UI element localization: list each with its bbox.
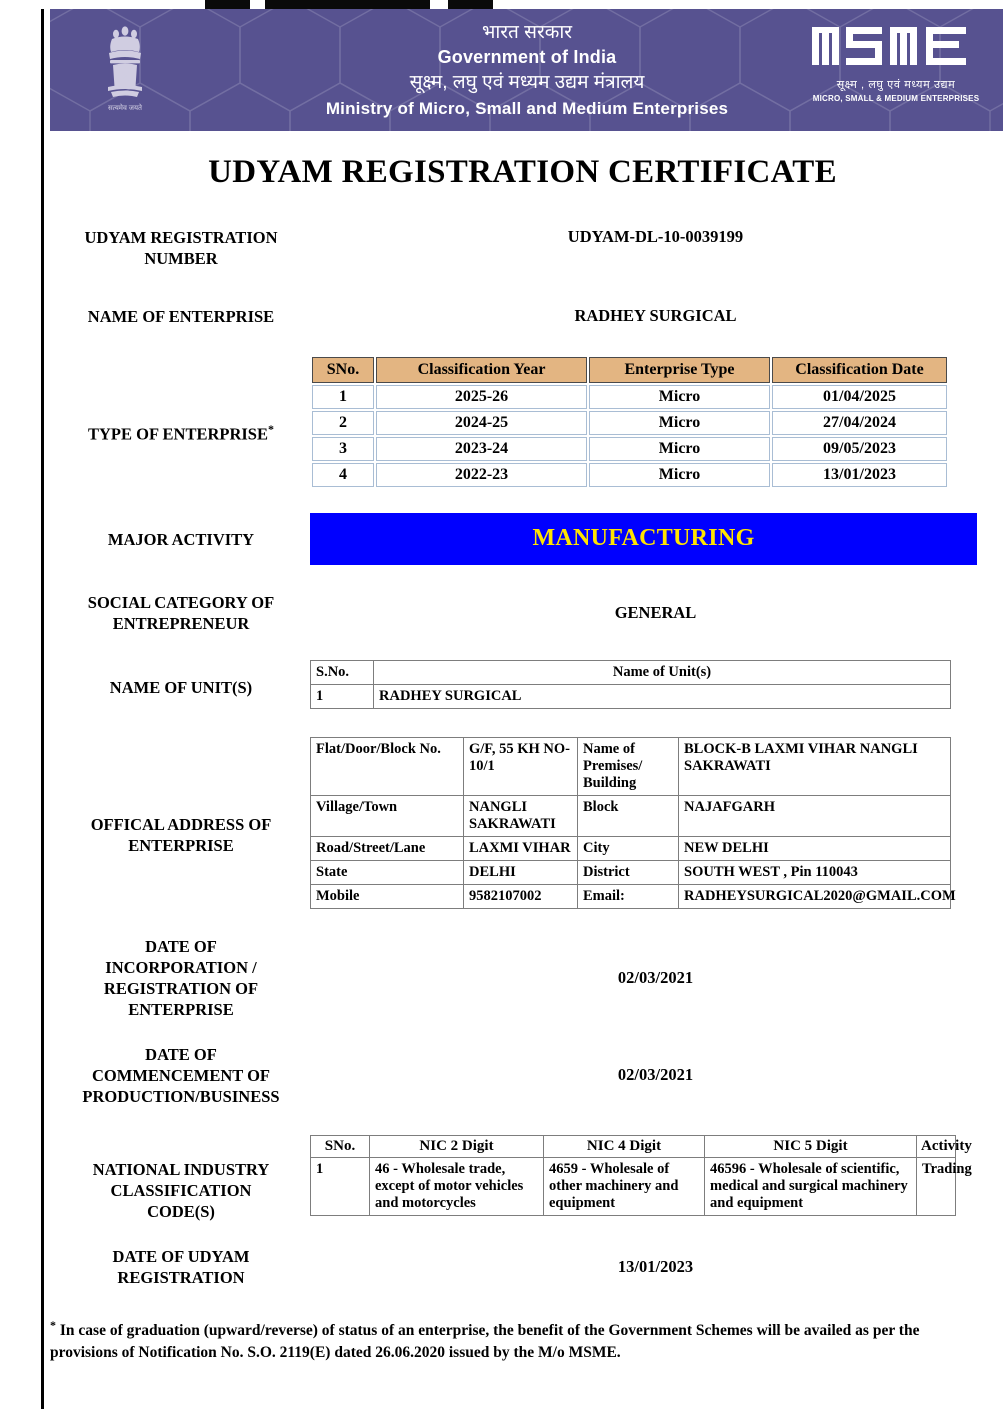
col-enterprise-type: Enterprise Type (589, 357, 770, 383)
date-incorporation-row (44, 936, 1001, 1020)
addr-label-mobile: Mobile (311, 885, 464, 909)
footnote (44, 1314, 1001, 1364)
date-udyam-registration-label: DATE OF UDYAM REGISTRATION (112, 1247, 250, 1287)
date-commencement-value: 02/03/2021 (617, 1065, 694, 1084)
cell-year: 2022-23 (376, 463, 587, 487)
address-table (310, 737, 956, 909)
table-row (312, 385, 947, 409)
svg-text:सत्यमेव जयते: सत्यमेव जयते (107, 105, 143, 112)
table-row (311, 885, 951, 909)
page-title: UDYAM REGISTRATION CERTIFICATE (208, 154, 837, 190)
cell-unit-name: RADHEY SURGICAL (374, 685, 663, 709)
col-nic-4digit: NIC 4 Digit (544, 1136, 705, 1158)
cell-date: 09/05/2023 (772, 437, 947, 461)
cell-year: 2025-26 (376, 385, 587, 409)
date-commencement-label: DATE OF COMMENCEMENT OF PRODUCTION/BUSINESS (82, 1045, 280, 1106)
cell-unit-sno: 1 (311, 685, 374, 709)
ministry-hindi: सूक्ष्म, लघु एवं मध्यम उद्यम मंत्रालय (409, 72, 645, 93)
cell-sno: 3 (312, 437, 374, 461)
nic-table (310, 1135, 972, 1216)
table-row (312, 437, 947, 461)
addr-value-block: NAJAFGARH (679, 796, 951, 837)
social-category-value: GENERAL (614, 603, 697, 622)
cell-nic-2digit: 46 - Wholesale trade, except of motor vehicles and motorcycles (370, 1158, 544, 1216)
cell-type: Micro (589, 437, 770, 461)
table-row (312, 463, 947, 487)
table-header-row (311, 1136, 956, 1158)
date-udyam-registration-row (44, 1246, 1001, 1288)
table-header-row (311, 661, 951, 685)
name-of-units-row (44, 660, 1001, 709)
unit-table (310, 660, 951, 709)
cell-nic-5digit: 46596 - Wholesale of scientific, medical and surgical machinery and equipment (705, 1158, 917, 1216)
col-nic-sno: SNo. (311, 1136, 370, 1158)
cell-nic-sno: 1 (311, 1158, 370, 1216)
table-row (311, 685, 951, 709)
addr-value-city: NEW DELHI (679, 837, 951, 861)
col-nic-activity: Activity (917, 1136, 956, 1158)
footnote-text: In case of graduation (upward/reverse) of status of an enterprise, the benefit of the Government Schemes will be availed as per the provisions of Notification No. S.O. 2119(E) dated 26.06.2020 issued by the M/o MSME. (50, 1322, 920, 1362)
addr-label-email: Email: (578, 885, 679, 909)
certificate-page (41, 9, 1001, 1409)
ministry-english: Ministry of Micro, Small and Medium Enterprises (325, 99, 729, 118)
social-category-row (44, 592, 1001, 634)
type-of-enterprise-row (44, 355, 1001, 489)
udyam-number-value: UDYAM-DL-10-0039199 (567, 227, 744, 246)
cell-date: 01/04/2025 (772, 385, 947, 409)
enterprise-name-value: RADHEY SURGICAL (574, 306, 737, 325)
addr-value-village: NANGLI SAKRAWATI (464, 796, 578, 837)
footnote-asterisk: * (50, 1318, 56, 1332)
cell-sno: 1 (312, 385, 374, 409)
cell-year: 2023-24 (376, 437, 587, 461)
addr-value-district: SOUTH WEST , Pin 110043 (679, 861, 951, 885)
addr-value-premises: BLOCK-B LAXMI VIHAR NANGLI SAKRAWATI (679, 738, 951, 796)
enterprise-name-row (44, 306, 1001, 327)
udyam-number-row (44, 227, 1001, 269)
government-header-banner (50, 9, 1003, 131)
cell-date: 13/01/2023 (772, 463, 947, 487)
col-nic-5digit: NIC 5 Digit (705, 1136, 917, 1158)
cell-nic-4digit: 4659 - Wholesale of other machinery and equipment (544, 1158, 705, 1216)
addr-label-flat: Flat/Door/Block No. (311, 738, 464, 796)
date-udyam-registration-value: 13/01/2023 (617, 1257, 694, 1276)
type-of-enterprise-label-text: TYPE OF ENTERPRISE (87, 424, 268, 444)
social-category-label: SOCIAL CATEGORY OF ENTREPRENEUR (87, 593, 275, 633)
table-header-row (312, 357, 947, 383)
table-row (311, 861, 951, 885)
addr-label-state: State (311, 861, 464, 885)
col-sno: SNo. (312, 357, 374, 383)
type-of-enterprise-label (44, 355, 310, 445)
col-classification-date: Classification Date (772, 357, 947, 383)
name-of-units-label: NAME OF UNIT(S) (109, 678, 253, 697)
table-row (312, 411, 947, 435)
cell-type: Micro (589, 463, 770, 487)
major-activity-label: MAJOR ACTIVITY (107, 530, 255, 549)
addr-label-premises: Name of Premises/ Building (578, 738, 679, 796)
classification-table-wrap (310, 355, 949, 489)
udyam-number-label: UDYAM REGISTRATION NUMBER (84, 228, 278, 268)
cell-sno: 2 (312, 411, 374, 435)
cell-unit-spacer (662, 685, 951, 709)
date-incorporation-value: 02/03/2021 (617, 968, 694, 987)
addr-label-district: District (578, 861, 679, 885)
msme-logo-hindi: सूक्ष्म , लघु एवं मध्यम उद्यम (836, 79, 956, 91)
cell-year: 2024-25 (376, 411, 587, 435)
major-activity-row (44, 513, 1001, 565)
nic-label: NATIONAL INDUSTRY CLASSIFICATION CODE(S) (92, 1160, 270, 1221)
date-incorporation-label: DATE OF INCORPORATION / REGISTRATION OF ENTERPRISE (103, 937, 259, 1019)
cell-type: Micro (589, 411, 770, 435)
addr-label-city: City (578, 837, 679, 861)
addr-value-mobile: 9582107002 (464, 885, 578, 909)
cell-sno: 4 (312, 463, 374, 487)
table-row (311, 796, 951, 837)
official-address-label: OFFICAL ADDRESS OF ENTERPRISE (90, 815, 272, 855)
col-unit-sno: S.No. (311, 661, 374, 685)
classification-table (310, 355, 949, 489)
addr-value-flat: G/F, 55 KH NO-10/1 (464, 738, 578, 796)
addr-label-village: Village/Town (311, 796, 464, 837)
enterprise-name-label: NAME OF ENTERPRISE (87, 307, 275, 326)
col-classification-year: Classification Year (376, 357, 587, 383)
cell-date: 27/04/2024 (772, 411, 947, 435)
table-row (311, 738, 951, 796)
cell-type: Micro (589, 385, 770, 409)
msme-logo (810, 23, 982, 103)
gov-india-hindi: भारत सरकार (481, 22, 573, 43)
col-nic-2digit: NIC 2 Digit (370, 1136, 544, 1158)
col-unit-name: Name of Unit(s) (374, 661, 951, 685)
table-row (311, 837, 951, 861)
type-of-enterprise-asterisk: * (268, 422, 274, 436)
official-address-row (44, 737, 1001, 909)
capture-artifact-strip (0, 0, 1003, 9)
table-row (311, 1158, 956, 1216)
addr-label-road: Road/Street/Lane (311, 837, 464, 861)
date-commencement-row (44, 1044, 1001, 1107)
addr-value-state: DELHI (464, 861, 578, 885)
gov-india-english: Government of India (437, 47, 617, 67)
msme-wordmark-icon (810, 23, 982, 69)
cell-nic-activity: Trading (917, 1158, 956, 1216)
major-activity-banner: MANUFACTURING (310, 513, 977, 565)
addr-value-email: RADHEYSURGICAL2020@GMAIL.COM (679, 885, 951, 909)
addr-label-block: Block (578, 796, 679, 837)
msme-logo-english: MICRO, SMALL & MEDIUM ENTERPRISES (812, 94, 980, 103)
addr-value-road: LAXMI VIHAR (464, 837, 578, 861)
nic-codes-row (44, 1135, 1001, 1222)
